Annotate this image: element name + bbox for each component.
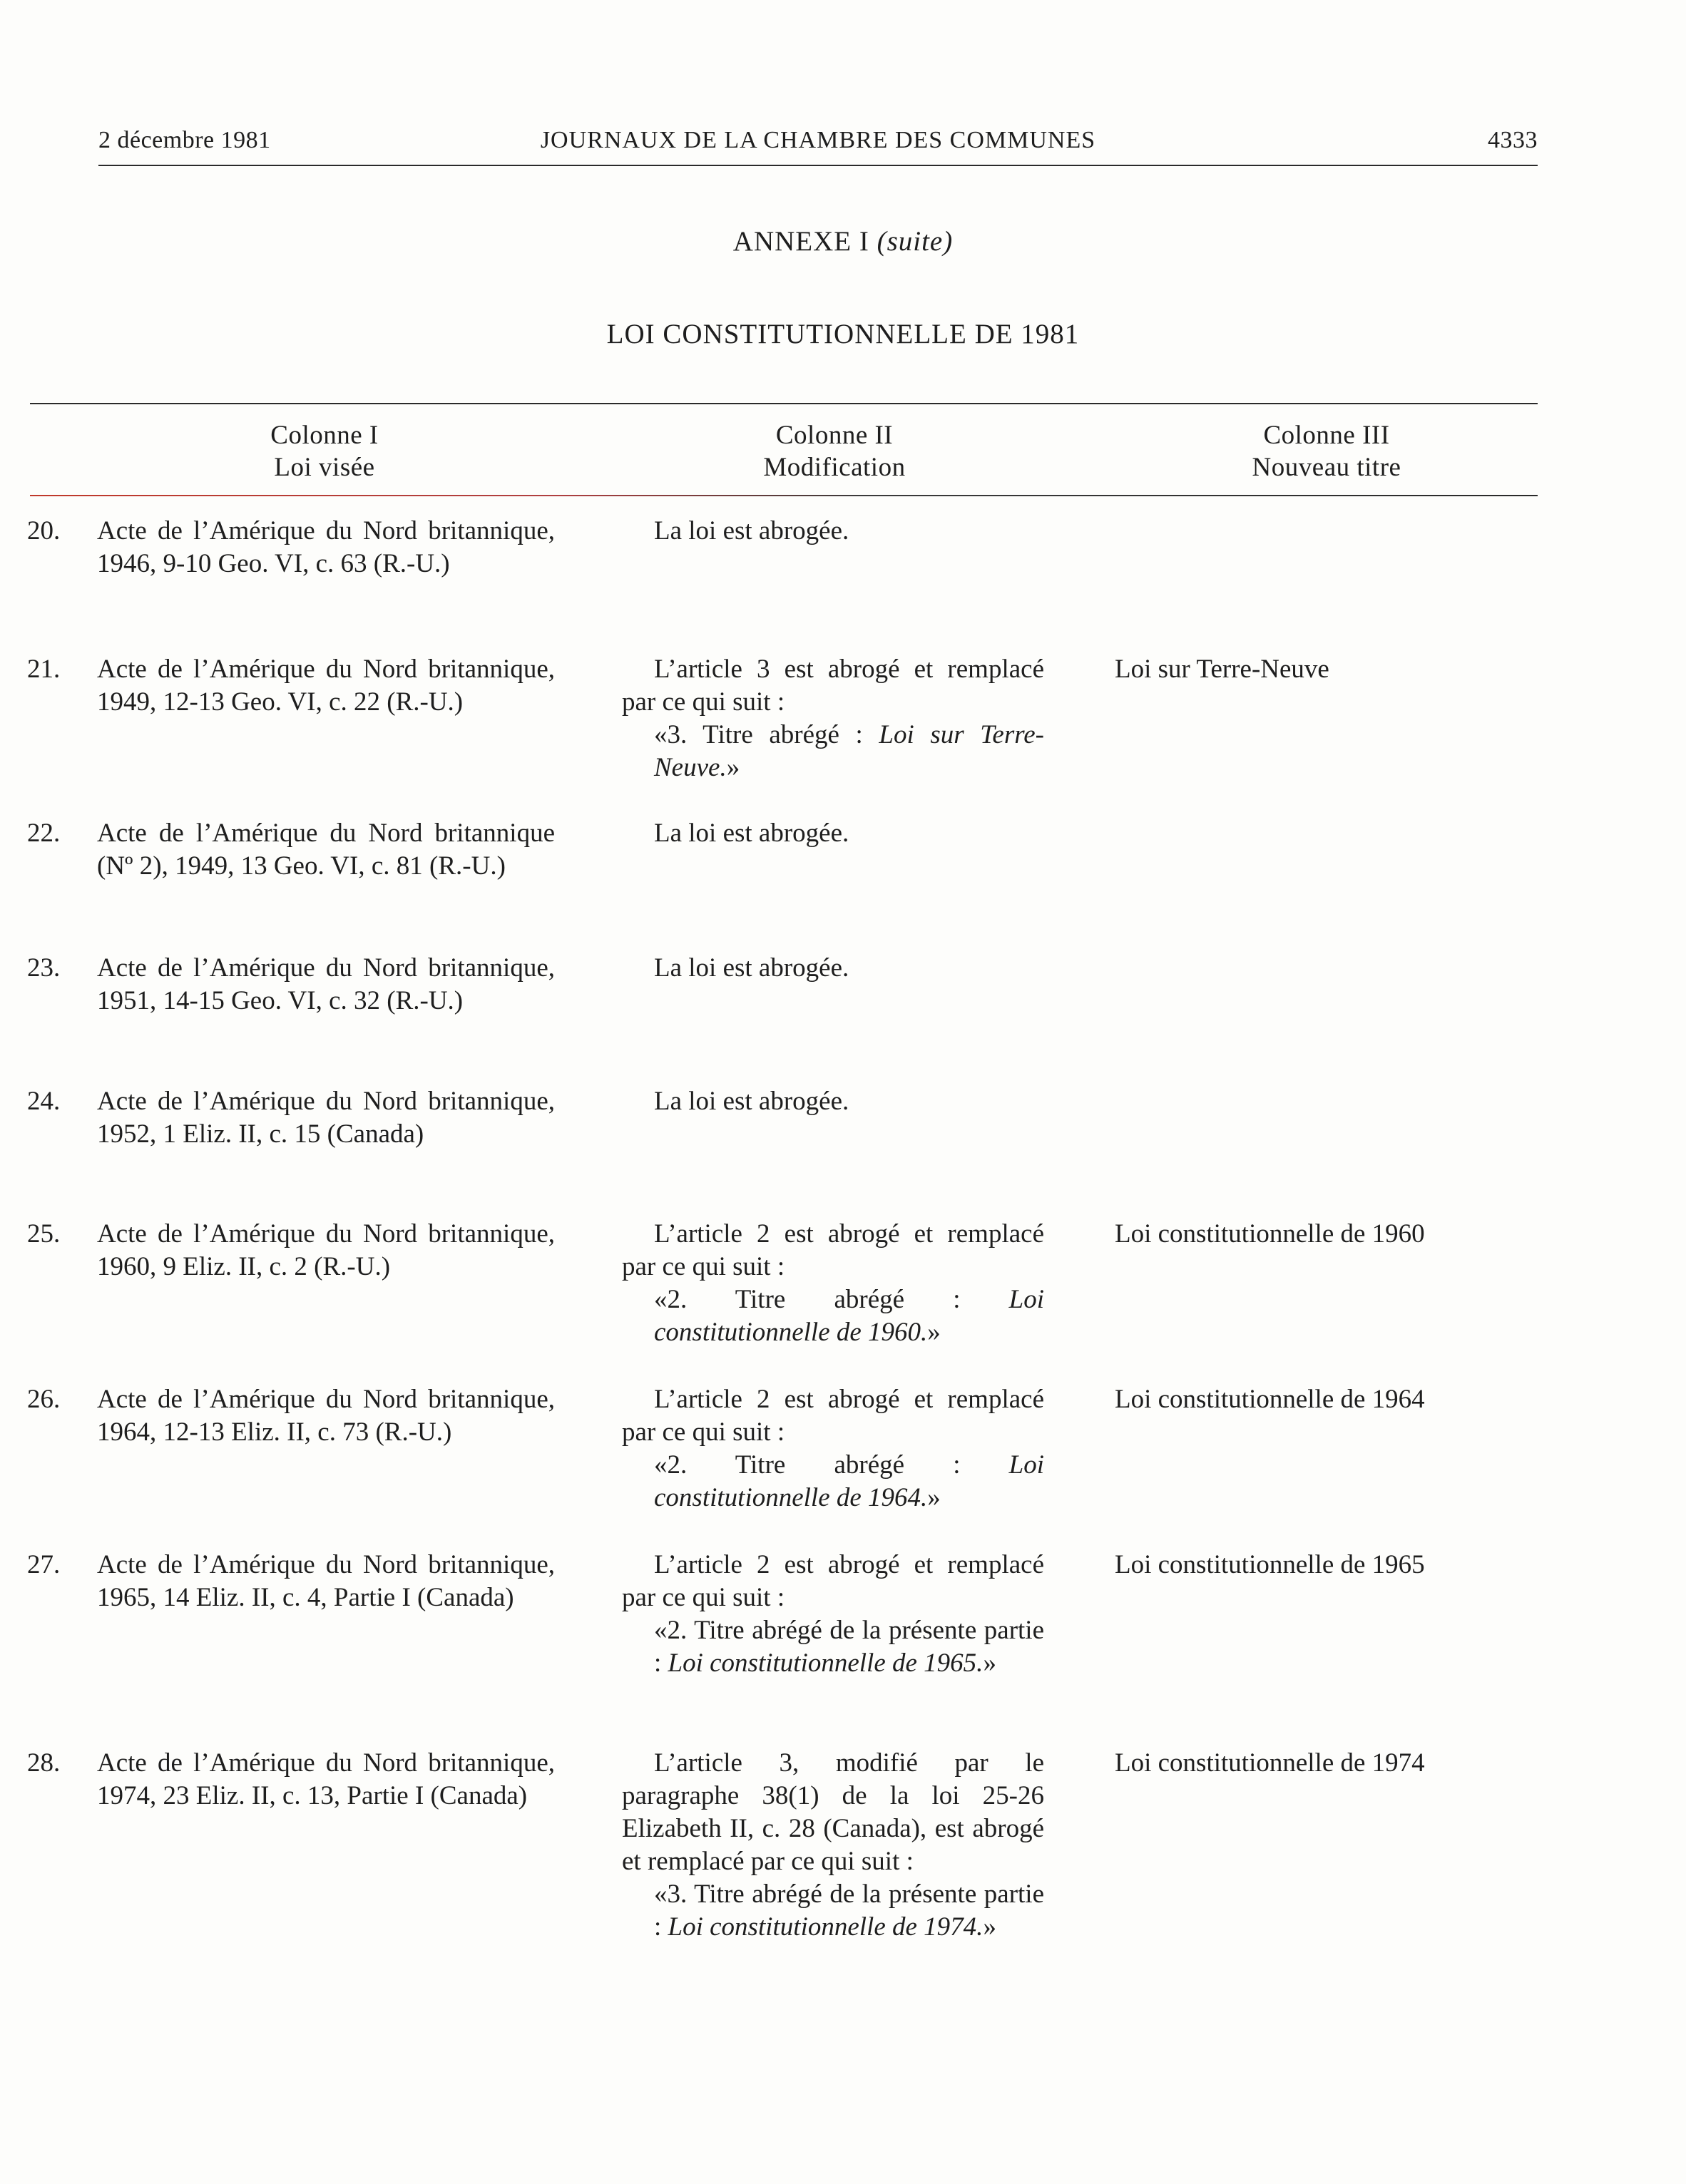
quote-end: » <box>983 1912 996 1942</box>
quote-end: » <box>927 1483 941 1512</box>
row-modification <box>622 817 1044 850</box>
running-header <box>98 127 1538 164</box>
row-number: 22. <box>27 819 61 848</box>
row-new-title: Loi constitutionnelle de 1960 <box>1115 1219 1425 1249</box>
column-1-sub: Loi visée <box>274 453 375 482</box>
row-modification <box>622 1747 1044 1944</box>
row-number: 28. <box>27 1748 61 1778</box>
modification-quote <box>622 1614 1044 1680</box>
column-header-3 <box>1184 419 1469 483</box>
header-journal-title: JOURNAUX DE LA CHAMBRE DES COMMUNES <box>540 127 1096 153</box>
row-modification <box>622 1085 1044 1118</box>
column-1-label: Colonne I <box>270 421 379 450</box>
annexe-heading <box>0 225 1686 257</box>
row-new-title: Loi constitutionnelle de 1964 <box>1115 1385 1425 1414</box>
quote-text: «2. Titre abrégé de la présente partie : <box>654 1616 1044 1678</box>
row-number: 24. <box>27 1087 61 1116</box>
row-law: Acte de l’Amérique du Nord britannique, 1946, 9-10 Geo. VI, c. 63 (R.-U.) <box>97 516 555 578</box>
column-header-2 <box>692 419 977 483</box>
quote-text: «2. Titre abrégé : <box>654 1450 1009 1480</box>
row-new-title: Loi sur Terre-Neuve <box>1115 655 1329 684</box>
row-number: 26. <box>27 1385 61 1414</box>
row-law: Acte de l’Amérique du Nord britannique, 1952, 1 Eliz. II, c. 15 (Canada) <box>97 1087 555 1149</box>
quote-new-title: Loi constitutionnelle de 1964. <box>654 1450 1044 1512</box>
row-modification <box>622 515 1044 548</box>
law-title: LOI CONSTITUTIONNELLE DE 1981 <box>606 319 1080 349</box>
quote-new-title: Loi constitutionnelle de 1960. <box>654 1285 1044 1347</box>
annexe-suffix: (suite) <box>877 226 954 257</box>
quote-new-title: Loi constitutionnelle de 1965. <box>668 1649 984 1678</box>
column-2-label: Colonne II <box>775 421 894 450</box>
quote-text: «3. Titre abrégé de la présente partie : <box>654 1880 1044 1942</box>
row-number: 23. <box>27 953 61 983</box>
modification-quote <box>622 1449 1044 1514</box>
row-modification <box>622 1383 1044 1514</box>
quote-end: » <box>983 1649 996 1678</box>
modification-text: La loi est abrogée. <box>654 819 849 848</box>
row-law: Acte de l’Amérique du Nord britannique, 1974, 23 Eliz. II, c. 13, Partie I (Canada) <box>97 1748 555 1810</box>
column-3-label: Colonne III <box>1263 421 1390 450</box>
header-page-number: 4333 <box>1488 127 1538 153</box>
modification-text: L’article 2 est abrogé et remplacé par ce qui suit : <box>622 1550 1044 1612</box>
row-number: 20. <box>27 516 61 545</box>
row-new-title: Loi constitutionnelle de 1974 <box>1115 1748 1425 1778</box>
quote-new-title: Loi sur Terre-Neuve. <box>654 720 1044 782</box>
row-number: 21. <box>27 655 61 684</box>
row-law: Acte de l’Amérique du Nord britannique, 1951, 14-15 Geo. VI, c. 32 (R.-U.) <box>97 953 555 1015</box>
row-law: Acte de l’Amérique du Nord britannique (Nº 2), 1949, 13 Geo. VI, c. 81 (R.-U.) <box>97 819 555 881</box>
quote-end: » <box>726 753 740 782</box>
quote-new-title: Loi constitutionnelle de 1974. <box>668 1912 984 1942</box>
modification-text: L’article 2 est abrogé et remplacé par ce qui suit : <box>622 1385 1044 1447</box>
column-3-sub: Nouveau titre <box>1252 453 1401 482</box>
modification-text: L’article 2 est abrogé et remplacé par ce qui suit : <box>622 1219 1044 1281</box>
quote-text: «2. Titre abrégé : <box>654 1285 1009 1314</box>
column-2-sub: Modification <box>763 453 906 482</box>
modification-text: L’article 3, modifié par le paragraphe 38(1) de la loi 25-26 Elizabeth II, c. 28 (Canada), est abrogé et remplacé par ce qui suit : <box>622 1748 1044 1876</box>
row-modification <box>622 952 1044 985</box>
row-law: Acte de l’Amérique du Nord britannique, 1964, 12-13 Eliz. II, c. 73 (R.-U.) <box>97 1385 555 1447</box>
row-number: 25. <box>27 1219 61 1249</box>
row-law: Acte de l’Amérique du Nord britannique, 1965, 14 Eliz. II, c. 4, Partie I (Canada) <box>97 1550 555 1612</box>
row-modification <box>622 653 1044 784</box>
modification-quote <box>622 719 1044 784</box>
modification-text: La loi est abrogée. <box>654 953 849 983</box>
row-law: Acte de l’Amérique du Nord britannique, 1949, 12-13 Geo. VI, c. 22 (R.-U.) <box>97 655 555 717</box>
modification-quote <box>622 1878 1044 1944</box>
table-header-rule <box>30 495 1538 496</box>
quote-end: » <box>927 1318 941 1347</box>
modification-text: L’article 3 est abrogé et remplacé par ce qui suit : <box>622 655 1044 717</box>
header-rule <box>98 165 1538 166</box>
row-number: 27. <box>27 1550 61 1579</box>
column-header-1 <box>182 419 467 483</box>
row-new-title: Loi constitutionnelle de 1965 <box>1115 1550 1425 1579</box>
row-modification <box>622 1549 1044 1680</box>
header-date: 2 décembre 1981 <box>98 127 271 153</box>
modification-text: La loi est abrogée. <box>654 1087 849 1116</box>
quote-text: «3. Titre abrégé : <box>654 720 879 749</box>
table-top-rule <box>30 403 1538 404</box>
annexe-title: ANNEXE I <box>732 226 869 257</box>
row-modification <box>622 1218 1044 1349</box>
modification-text: La loi est abrogée. <box>654 516 849 545</box>
row-law: Acte de l’Amérique du Nord britannique, 1960, 9 Eliz. II, c. 2 (R.-U.) <box>97 1219 555 1281</box>
modification-quote <box>622 1283 1044 1349</box>
